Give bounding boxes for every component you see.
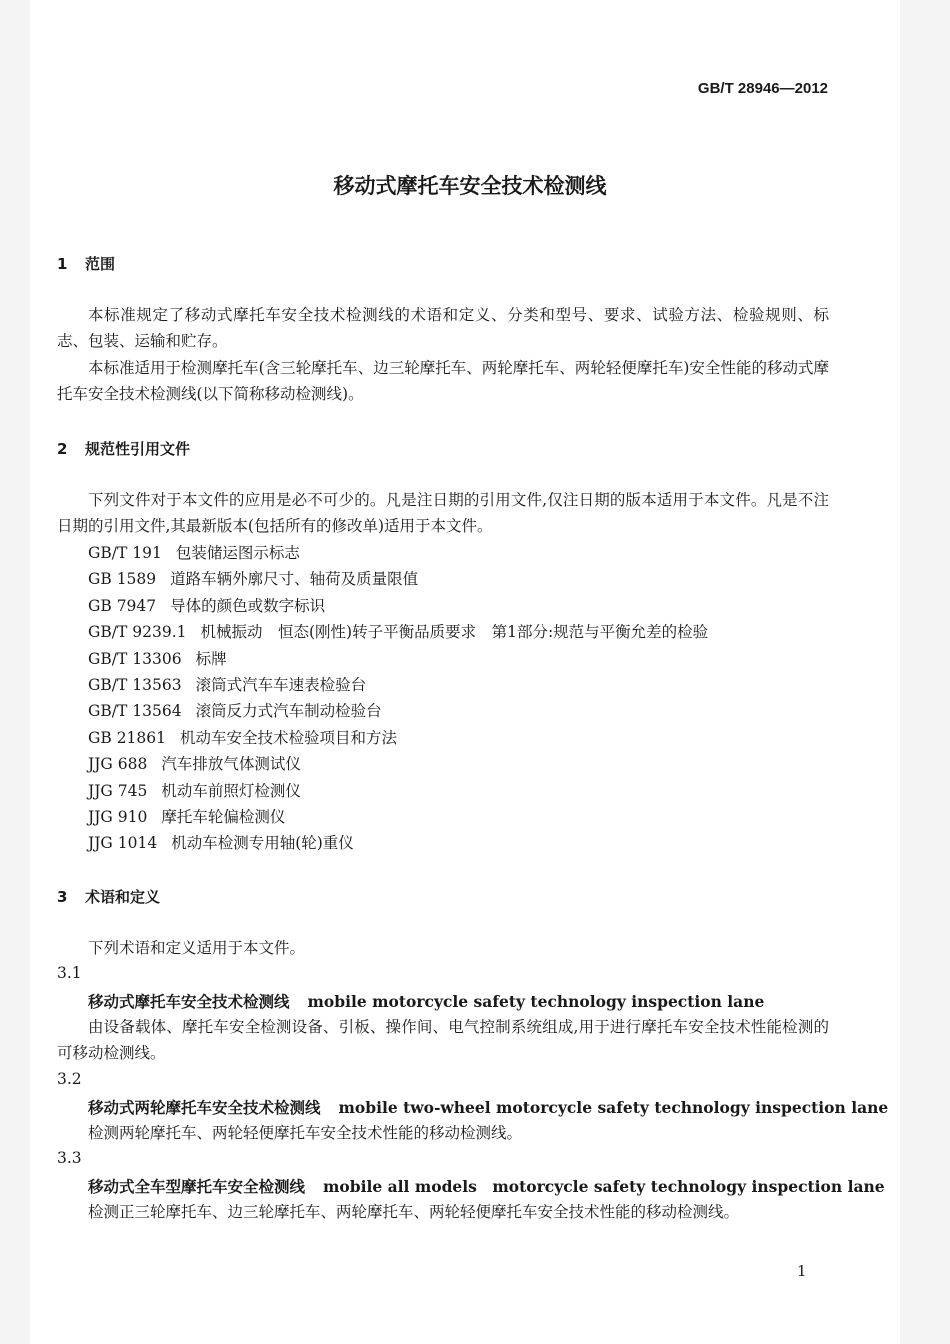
reference-code: JJG 910 [88,808,148,826]
reference-title: 道路车辆外廓尺寸、轴荷及质量限值 [170,570,419,589]
term-number: 3.1 [57,964,82,982]
term-heading [88,990,764,1012]
paragraph: 本标准适用于检测摩托车(含三轮摩托车、边三轮摩托车、两轮摩托车、两轮轻便摩托车)安全性能的移动式摩托车安全技术检测线(以下简称移动检测线)。 [57,359,829,404]
reference-code: GB/T 9239.1 [88,623,187,642]
reference-item [88,672,366,698]
section-heading-2 [57,438,190,459]
term-number: 3.3 [57,1149,82,1167]
term-heading [88,1096,888,1118]
reference-code: JJG 745 [88,781,148,800]
reference-title: 导体的颜色或数字标识 [170,596,326,615]
section-title: 规范性引用文件 [85,440,191,458]
reference-code: GB 1589 [88,570,157,589]
term-definition: 检测正三轮摩托车、边三轮摩托车、两轮摩托车、两轮轻便摩托车安全技术性能的移动检测线。 [88,1203,740,1221]
section-title: 术语和定义 [85,888,161,906]
paragraph: 下列术语和定义适用于本文件。 [88,939,306,957]
reference-code: JJG 688 [88,755,148,774]
paragraph: 下列文件对于本文件的应用是必不可少的。凡是注日期的引用文件,仅注日期的版本适用于本文件。凡是不注日期的引用文件,其最新版本(包括所有的修改单)适用于本文件。 [57,491,829,536]
term-zh: 移动式摩托车安全技术检测线 [88,993,290,1011]
reference-title: 机动车安全技术检验项目和方法 [180,728,398,747]
reference-item [88,725,397,751]
reference-item [88,698,382,724]
reference-title: 滚筒反力式汽车制动检验台 [195,702,382,721]
term-definition: 由设备载体、摩托车安全检测设备、引板、操作间、电气控制系统组成,用于进行摩托车安全技术性能检测的可移动检测线。 [57,1018,829,1063]
reference-title: 汽车排放气体测试仪 [161,755,301,774]
reference-item [88,619,708,645]
reference-title: 标牌 [195,649,227,668]
document-title: 移动式摩托车安全技术检测线 [333,174,607,198]
section-heading-3 [57,886,160,907]
paragraph: 本标准规定了移动式摩托车安全技术检测线的术语和定义、分类和型号、要求、试验方法、检验规则、标志、包装、运输和贮存。 [57,306,829,351]
reference-title: 包装储运图示标志 [175,544,300,562]
section-number: 3 [57,888,68,906]
reference-title: 机动车前照灯检测仪 [161,781,301,800]
term-en: mobile motorcycle safety technology inspection lane [307,992,765,1011]
page-number: 1 [797,1262,807,1280]
term-number: 3.2 [57,1070,82,1088]
reference-item [88,830,354,856]
reference-code: GB/T 13564 [88,702,182,721]
reference-title: 机械振动 恒态(刚性)转子平衡品质要求 第1部分:规范与平衡允差的检验 [200,623,709,642]
reference-code: GB/T 191 [88,544,162,562]
term-heading [88,1175,885,1197]
section-number: 1 [57,255,68,273]
reference-code: JJG 1014 [88,834,158,853]
standard-code: GB/T 28946—2012 [697,80,828,97]
term-zh: 移动式全车型摩托车安全检测线 [88,1178,306,1196]
reference-code: GB/T 13306 [88,649,182,668]
reference-title: 滚筒式汽车车速表检验台 [195,676,367,694]
reference-item [88,540,300,566]
reference-item [88,778,301,804]
reference-title: 机动车检测专用轴(轮)重仪 [171,834,354,853]
document-page [30,0,900,1344]
term-definition: 检测两轮摩托车、两轮轻便摩托车安全技术性能的移动检测线。 [88,1124,523,1142]
reference-code: GB/T 13563 [88,676,182,694]
reference-item [88,566,418,592]
reference-item [88,751,301,777]
reference-title: 摩托车轮偏检测仪 [161,808,286,826]
section-number: 2 [57,440,68,458]
section-title: 范围 [85,255,116,273]
term-en: mobile two-wheel motorcycle safety technology inspection lane [338,1098,889,1117]
term-en: mobile all models motorcycle safety technology inspection lane [323,1177,885,1196]
term-zh: 移动式两轮摩托车安全技术检测线 [88,1099,321,1117]
reference-item [88,804,285,830]
section-heading-1 [57,253,115,274]
reference-code: GB 7947 [88,596,157,615]
reference-code: GB 21861 [88,728,167,747]
reference-item [88,646,227,672]
reference-item [88,593,325,619]
